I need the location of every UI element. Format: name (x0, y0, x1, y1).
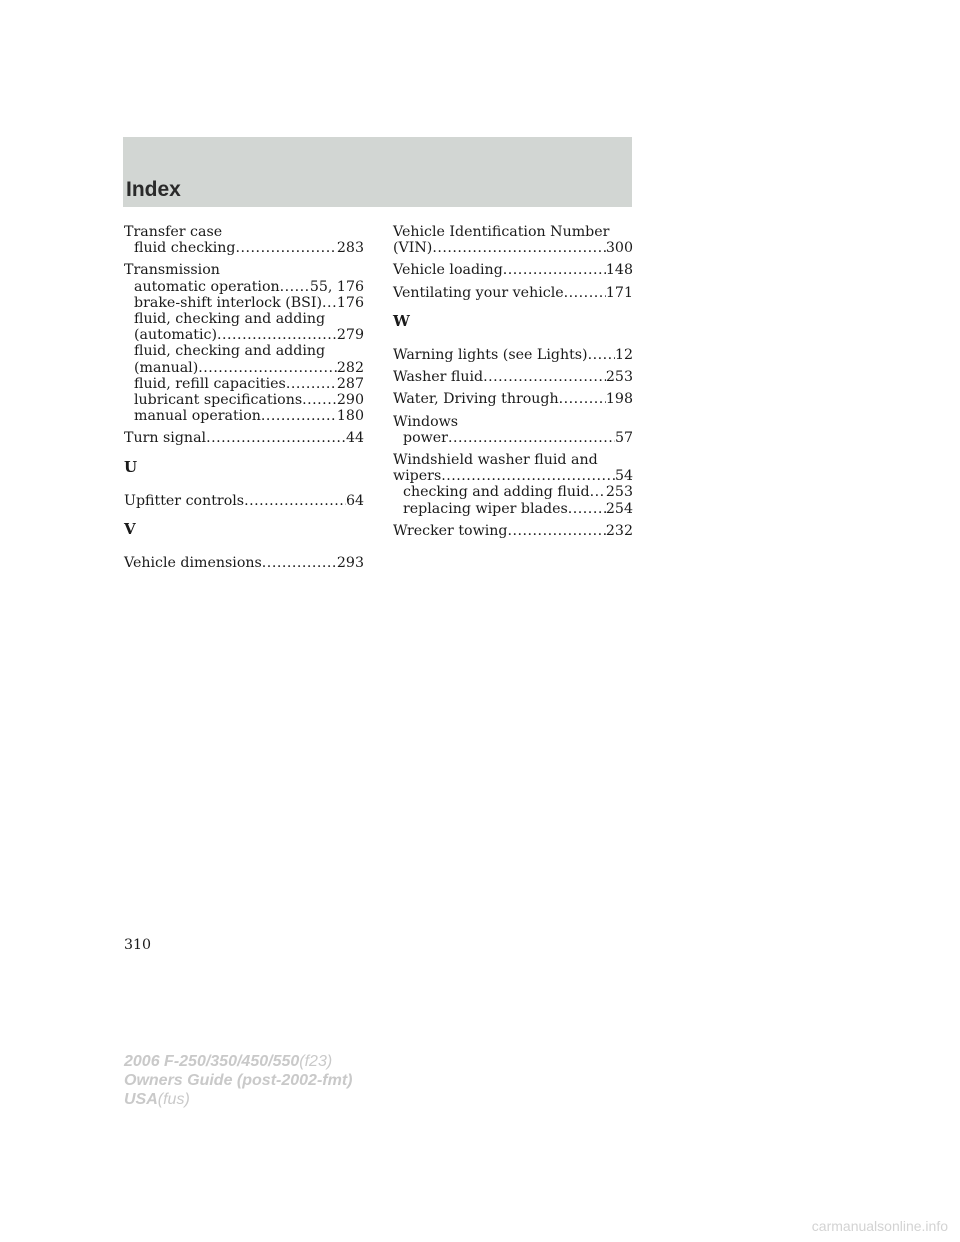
index-line (124, 430, 364, 446)
index-term: (VIN) (393, 240, 433, 257)
index-term: (automatic) (134, 327, 218, 344)
index-term: (manual) (134, 359, 199, 376)
index-line (393, 468, 633, 484)
dot-leader (588, 347, 615, 363)
index-line (393, 240, 633, 256)
index-term: Vehicle Identification Number (393, 224, 610, 240)
index-term: Transfer case (124, 224, 223, 240)
page-title: Index (126, 178, 181, 201)
index-page-ref: 293 (336, 555, 364, 572)
index-line (393, 224, 633, 240)
footer-model: 2006 F-250/350/450/550 (124, 1053, 300, 1070)
dot-leader (568, 501, 606, 517)
index-entry (393, 523, 633, 539)
index-page-ref: 12 (614, 347, 633, 364)
index-line (124, 360, 364, 376)
index-page-ref: 279 (336, 327, 364, 344)
index-line (393, 523, 633, 539)
footer-region: USA (124, 1091, 158, 1108)
index-term: Transmission (124, 262, 220, 279)
watermark[interactable]: carmanualsonline.info (811, 1218, 948, 1234)
index-term: Washer fluid (393, 369, 484, 386)
index-term: fluid checking (134, 240, 236, 257)
dot-leader (206, 430, 346, 446)
index-entry (124, 430, 364, 446)
index-page-ref: 232 (605, 522, 633, 539)
index-line (124, 327, 364, 343)
index-term: Vehicle loading (393, 262, 503, 279)
index-page-ref: 171 (605, 284, 633, 301)
index-line (393, 501, 633, 517)
index-line (393, 391, 633, 407)
index-line (393, 430, 633, 446)
index-page-ref: 64 (345, 492, 364, 509)
index-entry (393, 414, 633, 446)
index-page-ref: 198 (605, 391, 633, 408)
index-page-ref: 282 (336, 359, 364, 376)
index-term: Wrecker towing (393, 522, 508, 539)
dot-leader (280, 279, 310, 295)
index-term: checking and adding fluid (403, 484, 590, 501)
index-term: Ventilating your vehicle (393, 284, 564, 301)
index-page-ref: 287 (336, 375, 364, 392)
index-line (393, 262, 633, 278)
index-page-ref: 283 (336, 240, 364, 257)
dot-leader (564, 285, 606, 301)
index-letter-heading: V (124, 520, 136, 539)
index-entry (393, 224, 633, 256)
index-line (124, 493, 364, 509)
index-term: fluid, checking and adding (134, 311, 326, 328)
index-page-ref: 57 (614, 429, 633, 446)
index-letter-heading: W (393, 311, 410, 330)
index-entry (393, 347, 633, 363)
dot-leader (244, 493, 346, 509)
index-term: manual operation (134, 408, 261, 425)
index-entry (124, 224, 364, 256)
index-entry (393, 369, 633, 385)
index-term: automatic operation (134, 278, 280, 295)
index-page-ref: 253 (605, 369, 633, 386)
footer-model-code: (f23) (299, 1053, 333, 1070)
dot-leader (322, 295, 337, 311)
index-line (124, 295, 364, 311)
index-column-right (393, 224, 633, 545)
dot-leader (432, 240, 606, 256)
index-term: Vehicle dimensions (124, 555, 262, 572)
index-term: fluid, checking and adding (134, 343, 326, 360)
index-term: Upfitter controls (124, 492, 245, 509)
index-term: Warning lights (see Lights) (393, 347, 588, 364)
dot-leader (508, 523, 606, 539)
index-page-ref: 54 (614, 468, 633, 485)
index-line (393, 347, 633, 363)
index-line (124, 224, 364, 240)
footer-model-line (124, 1052, 352, 1071)
index-term: fluid, refill capacities (134, 375, 286, 392)
dot-leader (262, 555, 337, 571)
dot-leader (217, 327, 337, 343)
index-line (393, 452, 633, 468)
index-entry (393, 285, 633, 301)
index-page-ref: 55, 176 (309, 278, 364, 295)
index-line (393, 285, 633, 301)
index-term: Windows (393, 413, 459, 430)
dot-leader (448, 430, 615, 446)
page-number: 310 (124, 937, 152, 953)
index-line (124, 376, 364, 392)
index-page-ref: 148 (605, 262, 633, 279)
index-line (393, 484, 633, 500)
index-column-left (124, 224, 364, 577)
index-entry (393, 391, 633, 407)
index-term: brake-shift interlock (BSI) (134, 294, 323, 311)
index-page-ref: 180 (336, 408, 364, 425)
index-line (124, 408, 364, 424)
index-page-ref: 290 (336, 392, 364, 409)
index-entry (124, 493, 364, 509)
index-line (124, 392, 364, 408)
index-page-ref: 176 (336, 294, 364, 311)
dot-leader (590, 484, 606, 500)
index-page-ref: 253 (605, 484, 633, 501)
index-entry (393, 262, 633, 278)
index-term: wipers (393, 468, 442, 485)
index-term: lubricant specifications (134, 392, 303, 409)
dot-leader (261, 408, 337, 424)
index-entry (393, 452, 633, 517)
dot-leader (198, 360, 337, 376)
index-letter-heading: U (124, 457, 138, 476)
dot-leader (286, 376, 337, 392)
index-term: Turn signal (124, 430, 207, 447)
index-page-ref: 44 (345, 430, 364, 447)
index-line (124, 311, 364, 327)
footer-guide: Owners Guide (post-2002-fmt) (124, 1072, 353, 1089)
index-page-ref: 254 (605, 500, 633, 517)
index-line (124, 279, 364, 295)
dot-leader (559, 391, 606, 407)
index-line (393, 414, 633, 430)
index-line (124, 555, 364, 571)
index-entry (124, 262, 364, 424)
footer (124, 1052, 352, 1109)
index-term: power (403, 429, 448, 446)
index-line (124, 262, 364, 278)
index-line (124, 343, 364, 359)
index-page-ref: 300 (605, 240, 633, 257)
dot-leader (236, 240, 337, 256)
footer-region-line (124, 1090, 352, 1109)
footer-region-code: (fus) (157, 1091, 190, 1108)
index-term: Windshield washer fluid and (393, 452, 598, 469)
index-line (124, 240, 364, 256)
dot-leader (483, 369, 606, 385)
header-band (123, 137, 632, 207)
index-term: replacing wiper blades (403, 500, 568, 517)
dot-leader (302, 392, 337, 408)
index-term: Water, Driving through (393, 391, 559, 408)
dot-leader (441, 468, 615, 484)
dot-leader (503, 262, 606, 278)
index-line (393, 369, 633, 385)
index-entry (124, 555, 364, 571)
